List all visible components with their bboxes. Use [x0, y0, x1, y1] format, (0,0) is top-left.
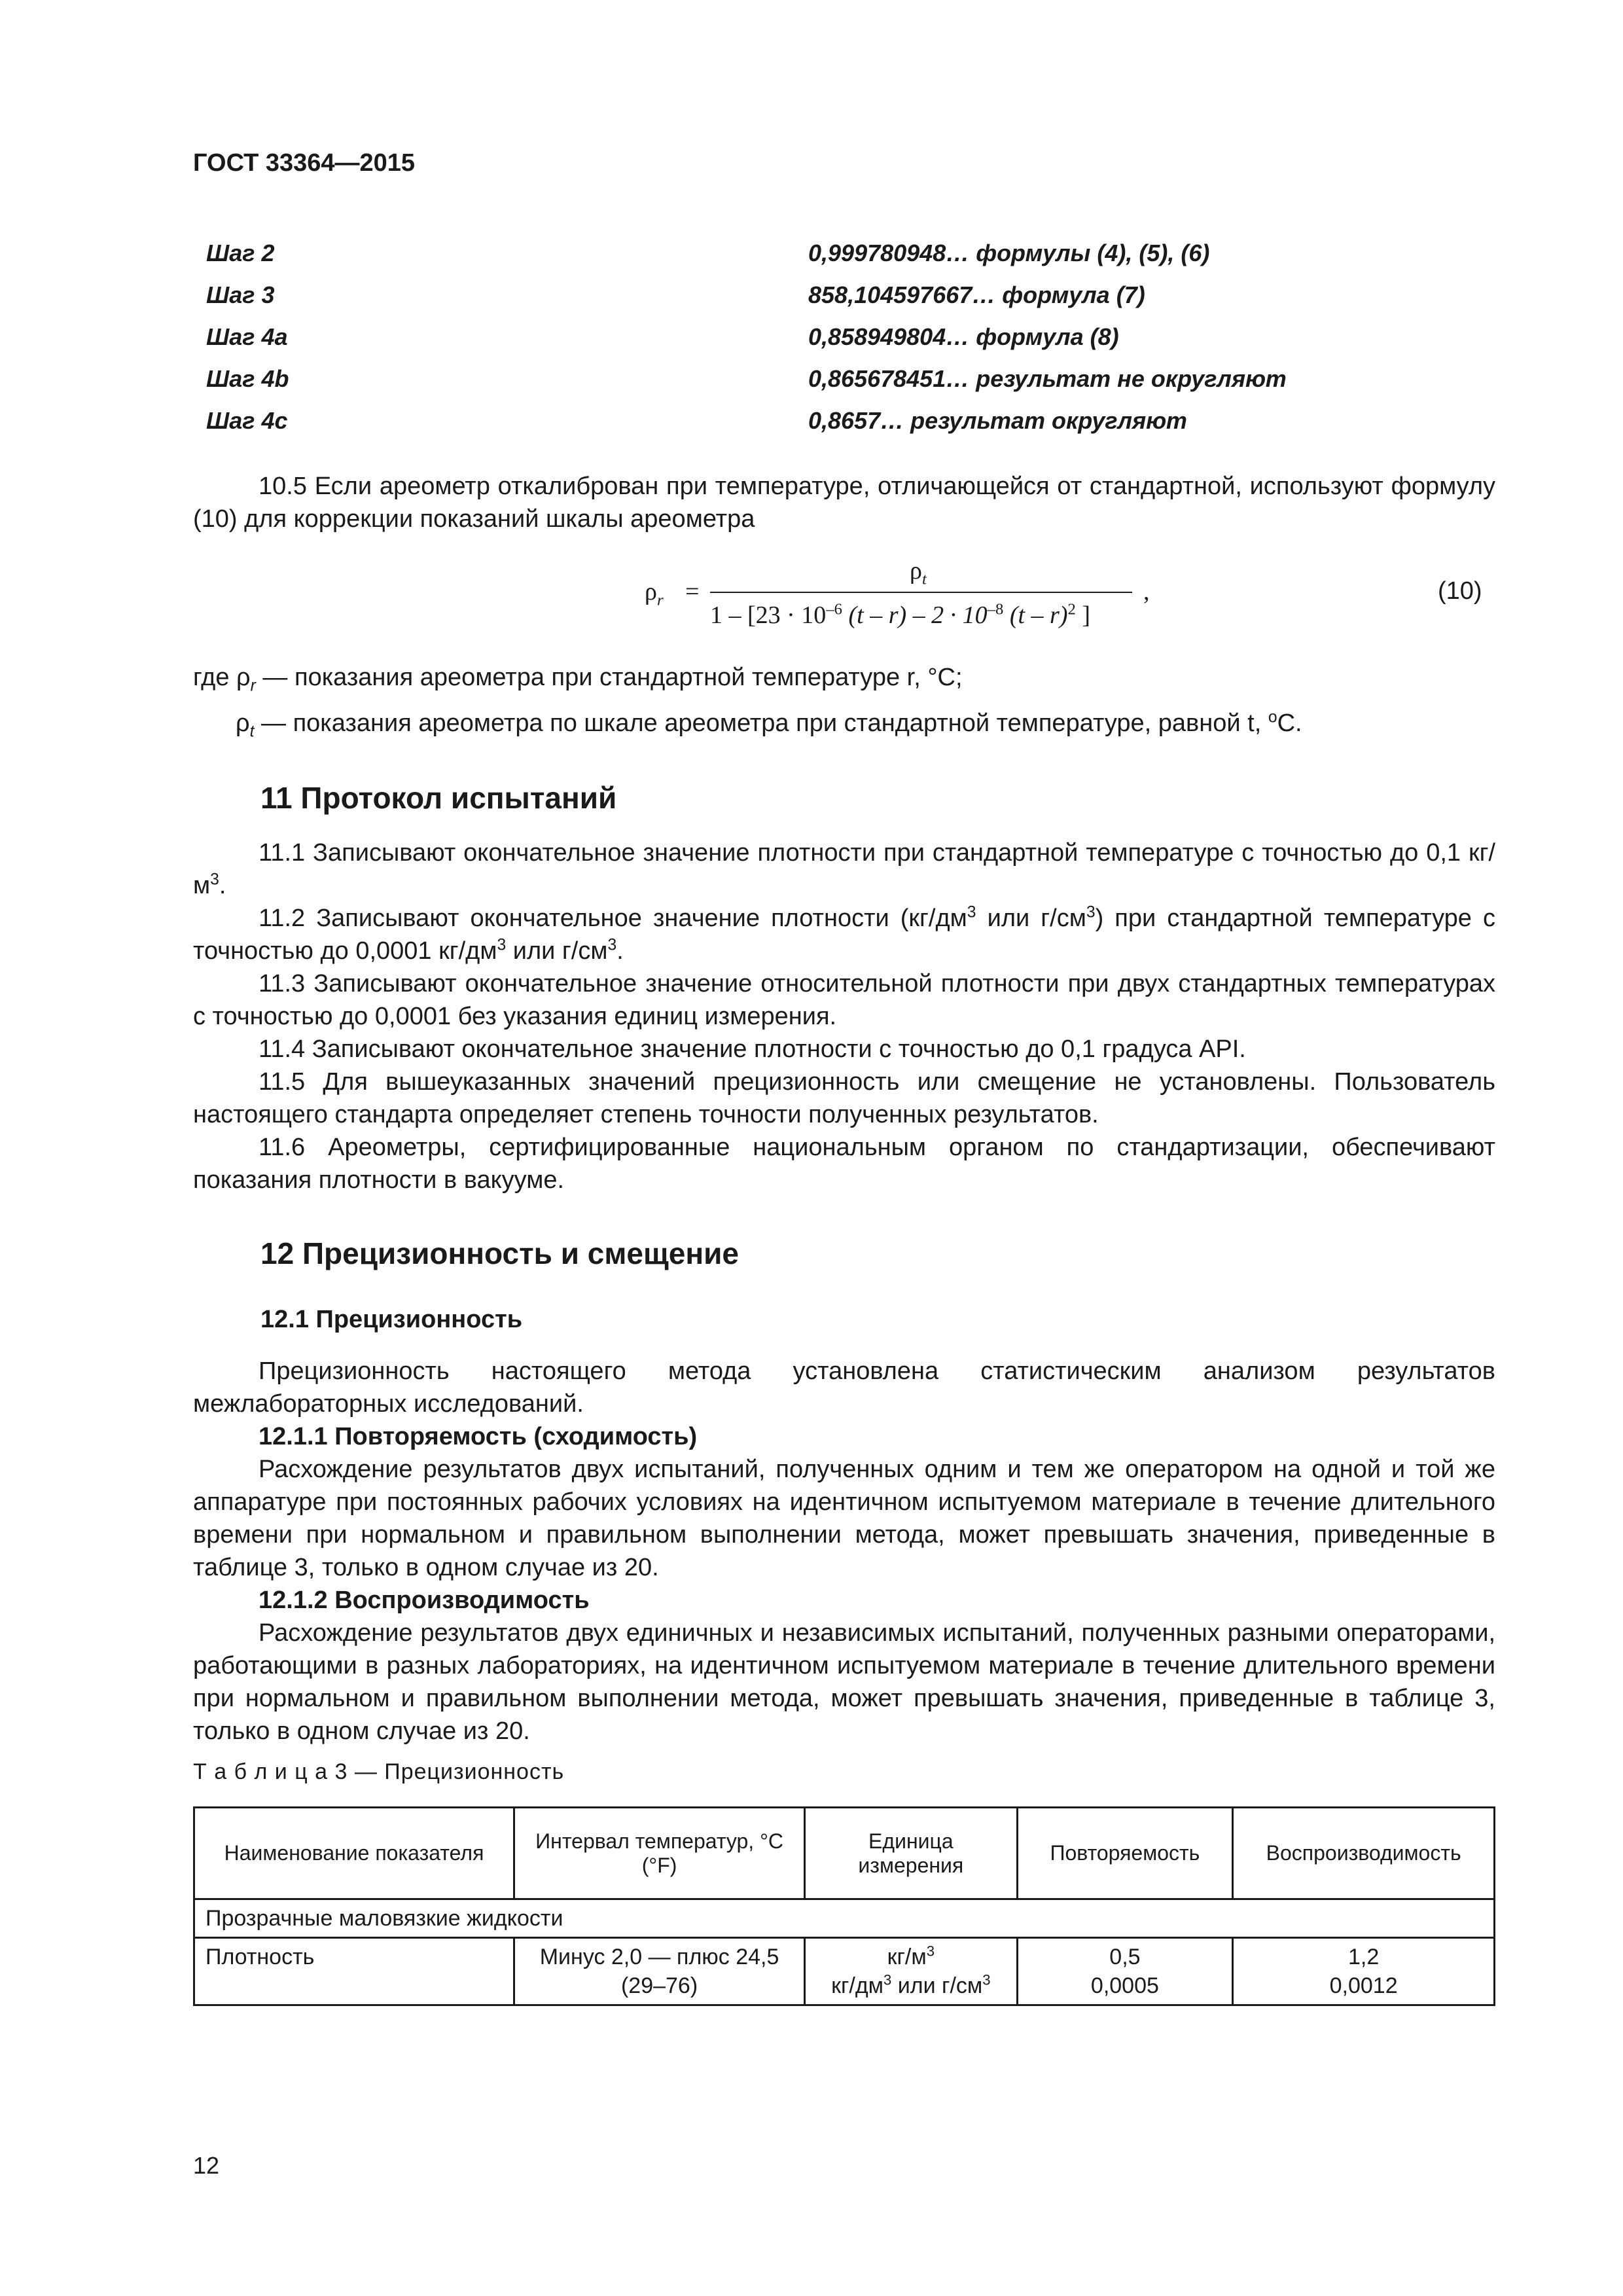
- paragraph-11-1: [193, 836, 1495, 902]
- where-end: C.: [1277, 709, 1302, 737]
- table-cell-interval: [514, 1938, 805, 2005]
- step-value: 0,999780948… формулы (4), (5), (6): [808, 240, 1210, 266]
- where-prefix: где ρ: [193, 664, 251, 691]
- calculation-steps: [193, 232, 1404, 442]
- interval-line: (29–76): [620, 1973, 698, 1998]
- where-text: — показания ареометра по шкале ареометра при стандартной температуре, равной t,: [254, 709, 1268, 737]
- step-value: 0,865678451… результат не округляют: [808, 365, 1287, 392]
- formula-numerator: [910, 556, 927, 588]
- p-sup: 3: [967, 903, 976, 922]
- denom-part: 1 – [23 · 10: [710, 601, 827, 629]
- step-name: Шаг 2: [206, 240, 275, 266]
- where-sup: o: [1268, 708, 1277, 726]
- unit-sup: 3: [926, 1943, 935, 1960]
- formula-num-sub: t: [921, 570, 927, 588]
- table-header-cell: Наименование показателя: [194, 1808, 514, 1899]
- fraction-line: [710, 592, 1132, 593]
- table-header-cell: Воспроизводимость: [1233, 1808, 1495, 1899]
- step-name: Шаг 4с: [206, 407, 288, 434]
- table-cell-name: Плотность: [194, 1938, 514, 2005]
- where-sub: r: [250, 677, 256, 695]
- denom-part: ]: [1075, 601, 1090, 629]
- formula-comma: ,: [1143, 578, 1150, 605]
- paragraph-12-1: Прецизионность настоящего метода установлена статистическим анализом результатов межлабораторных исследований.: [193, 1357, 1495, 1418]
- value-line: 0,0012: [1329, 1973, 1398, 1998]
- where-sub: t: [249, 723, 255, 741]
- denom-part: (t – r) – 2 · 10: [842, 601, 988, 629]
- paragraph-11-6: 11.6 Ареометры, сертифицированные национальным органом по стандартизации, обеспечивают показания плотности в вакууме.: [193, 1134, 1495, 1194]
- table-cell-unit: [805, 1938, 1017, 2005]
- unit-text: кг/м: [887, 1945, 927, 1969]
- section-12-1-title: 12.1 Прецизионность: [260, 1306, 523, 1333]
- section-11-title: 11 Протокол испытаний: [260, 781, 617, 815]
- value-line: 1,2: [1348, 1945, 1380, 1969]
- interval-line: Минус 2,0 — плюс 24,5: [539, 1945, 779, 1969]
- value-line: 0,5: [1109, 1945, 1141, 1969]
- paragraph-12-1-2: Расхождение результатов двух единичных и независимых испытаний, полученных разными операторами, работающими в разных лабораториях, на идентичном испытуемом материале в течение длительного времени при нормальном и правильном выполнении метода, может превышать значения, приведенные в таблице 3, только в одном случае из 20.: [193, 1619, 1495, 1745]
- section-12-1-2-title: 12.1.2 Воспроизводимость: [259, 1587, 590, 1614]
- table-header-cell: Интервал температур, °C (°F): [514, 1808, 805, 1899]
- p-text: или г/см: [506, 937, 608, 965]
- where-line-2: [236, 707, 1495, 740]
- formula-number: (10): [1438, 577, 1482, 605]
- formula-10: [645, 557, 1522, 636]
- p-text: ) при стандартной температуре с точностью до 0,0001 кг/дм: [193, 905, 1495, 965]
- paragraph-12-1-1: Расхождение результатов двух испытаний, полученных одним и тем же оператором на одной и той же аппаратуре при постоянных рабочих условиях на идентичном испытуемом материале в течение длительного времени при нормальном и правильном выполнении метода, может превышать значения, приведенные в таблице 3, только в одном случае из 20.: [193, 1456, 1495, 1581]
- p-text: или г/см: [976, 905, 1086, 932]
- formula-rho: ρ: [645, 578, 657, 605]
- step-name: Шаг 4b: [206, 365, 289, 392]
- paragraph-11-5: 11.5 Для вышеуказанных значений прецизионность или смещение не установлены. Пользователь настоящего стандарта определяет степень точности полученных результатов.: [193, 1068, 1495, 1128]
- p-sup: 3: [1086, 903, 1096, 922]
- step-row: [193, 232, 1404, 274]
- p-text: .: [219, 872, 226, 899]
- step-row: [193, 274, 1404, 316]
- step-value: 0,8657… результат округляют: [808, 407, 1187, 434]
- denom-exp: –6: [826, 600, 842, 619]
- formula-lhs: [645, 577, 664, 609]
- unit-line: [816, 1943, 1005, 1971]
- section-12-body: [193, 1355, 1495, 1748]
- formula-num-rho: ρ: [910, 557, 922, 584]
- table-caption: Т а б л и ц а 3 — Прецизионность: [193, 1759, 565, 1784]
- table-group-row: [194, 1899, 1495, 1938]
- value-line: 0,0005: [1090, 1973, 1159, 1998]
- where-line-1: [193, 661, 1495, 694]
- denom-exp: –8: [987, 600, 1004, 619]
- p-text: .: [616, 937, 624, 965]
- formula-lhs-sub: r: [656, 591, 664, 609]
- where-text: — показания ареометра при стандартной температуре r, °C;: [255, 664, 963, 691]
- table-cell-reproducibility: [1233, 1938, 1495, 2005]
- step-value: 858,104597667… формула (7): [808, 281, 1145, 308]
- step-value: 0,858949804… формула (8): [808, 323, 1119, 350]
- page-number: 12: [193, 2152, 220, 2179]
- table-row: [194, 1938, 1495, 2005]
- p-sup: 3: [210, 870, 219, 889]
- step-name: Шаг 4а: [206, 323, 288, 350]
- unit-text: кг/дм: [831, 1973, 884, 1998]
- unit-sup: 3: [883, 1971, 892, 1988]
- section-12-title: 12 Прецизионность и смещение: [260, 1236, 740, 1270]
- table-header-cell: Повторяемость: [1017, 1808, 1233, 1899]
- p-sup: 3: [607, 936, 617, 954]
- unit-line: [816, 1971, 1005, 2000]
- precision-table: [193, 1806, 1495, 2006]
- denom-part: (t – r): [1003, 601, 1068, 629]
- paragraph-10-5: 10.5 Если ареометр откалиброван при температуре, отличающейся от стандартной, используют формулу (10) для коррекции показаний шкалы ареометра: [193, 473, 1495, 533]
- section-11-body: [193, 836, 1495, 1196]
- where-prefix: ρ: [236, 709, 250, 737]
- table-group-cell: Прозрачные маловязкие жидкости: [194, 1899, 1495, 1938]
- formula-denominator: [710, 601, 1090, 630]
- unit-sup: 3: [982, 1971, 991, 1988]
- p-sup: 3: [497, 936, 507, 954]
- table-header-row: [194, 1808, 1495, 1899]
- paragraph-11-4: 11.4 Записывают окончательное значение плотности с точностью до 0,1 градуса API.: [259, 1035, 1246, 1063]
- step-row: [193, 358, 1404, 400]
- section-12-1-1-title: 12.1.1 Повторяемость (сходимость): [259, 1423, 698, 1450]
- table-cell-repeatability: [1017, 1938, 1233, 2005]
- formula-eq: =: [685, 578, 700, 605]
- document-header: ГОСТ 33364—2015: [193, 149, 416, 177]
- denom-exp: 2: [1067, 600, 1076, 619]
- table-header-cell: Единица измерения: [805, 1808, 1017, 1899]
- step-row: [193, 400, 1404, 442]
- unit-text: или г/см: [891, 1973, 983, 1998]
- paragraph-11-3: 11.3 Записывают окончательное значение относительной плотности при двух стандартных температурах с точностью до 0,0001 без указания единиц измерения.: [193, 970, 1495, 1030]
- p-text: 11.2 Записывают окончательное значение плотности (кг/дм: [259, 905, 967, 932]
- step-name: Шаг 3: [206, 281, 275, 308]
- paragraph-11-2: [193, 902, 1495, 967]
- p-text: 11.1 Записывают окончательное значение плотности при стандартной температуре с точностью до 0,1 кг/м: [193, 839, 1495, 899]
- step-row: [193, 316, 1404, 358]
